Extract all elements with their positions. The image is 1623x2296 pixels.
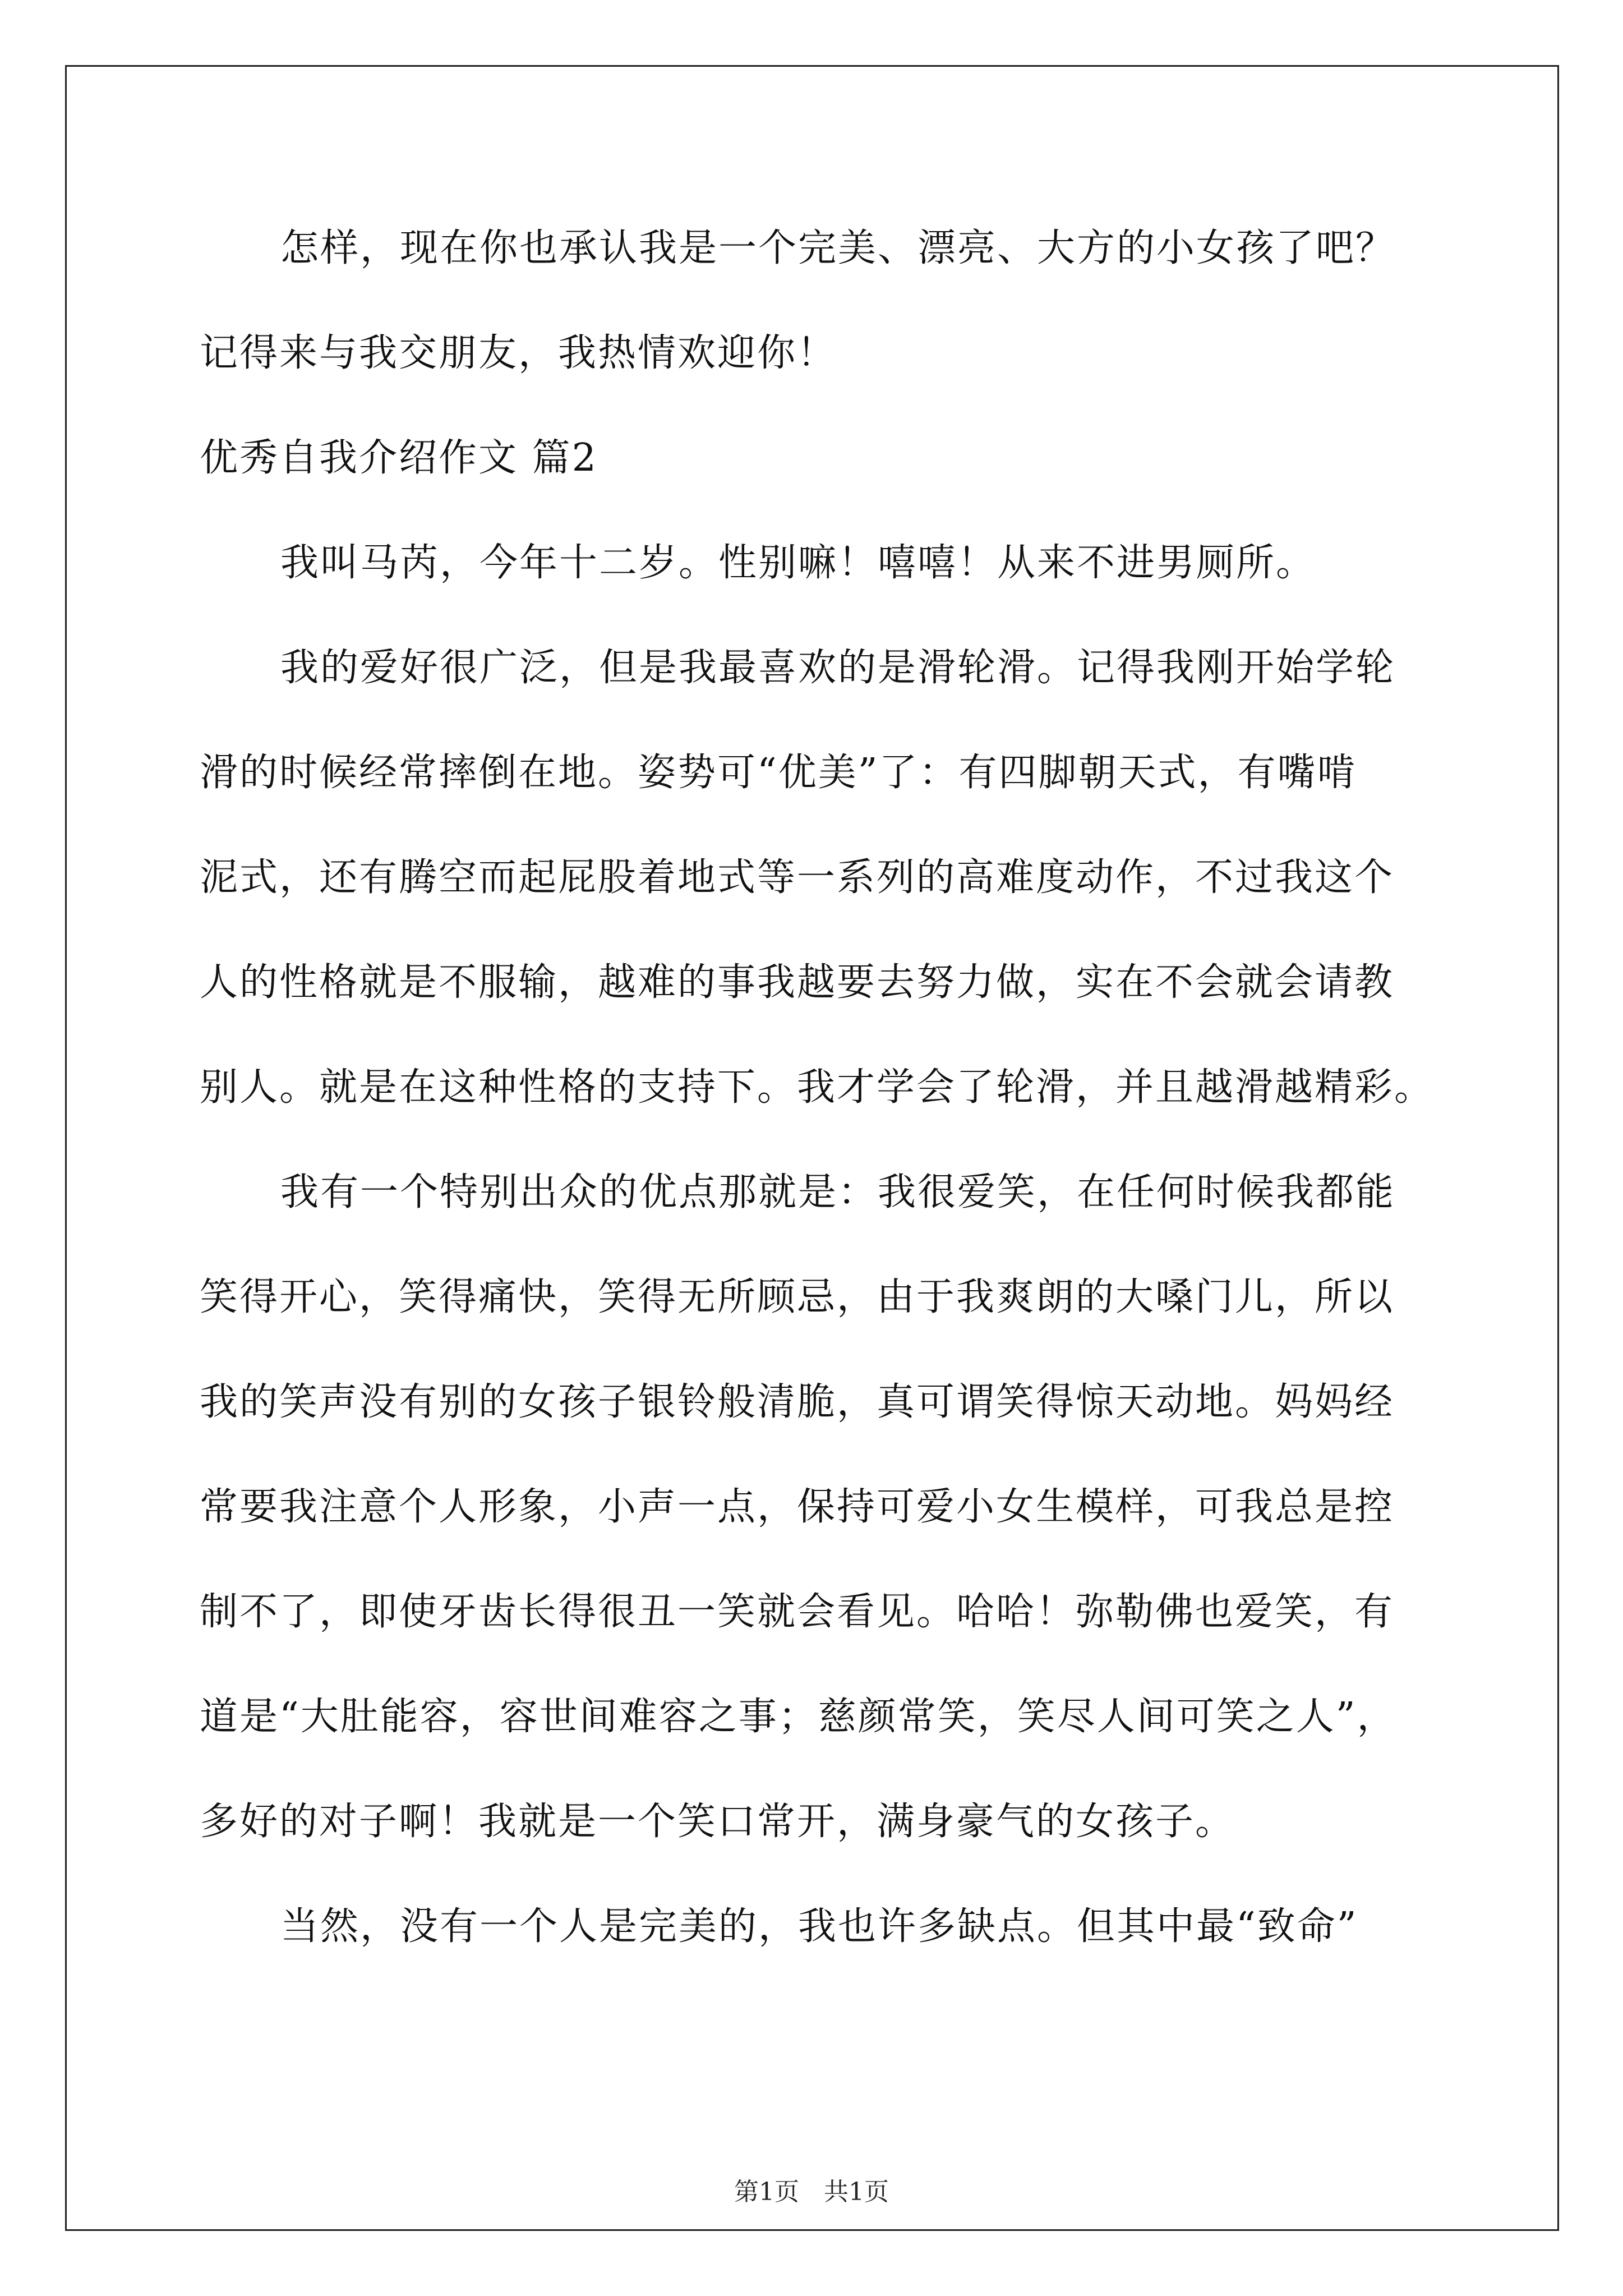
paragraph-line: 多好的对子啊！我就是一个笑口常开，满身豪气的女孩子。 xyxy=(200,1800,1235,1844)
section-heading: 优秀自我介绍作文 篇2 xyxy=(200,436,598,480)
paragraph-line: 怎样，现在你也承认我是一个完美、漂亮、大方的小女孩了吧？ xyxy=(280,226,1396,270)
page-number-footer: 第1页 共1页 xyxy=(734,2178,889,2206)
paragraph-line: 记得来与我交朋友，我热情欢迎你！ xyxy=(200,331,837,375)
paragraph-line: 我有一个特别出众的优点那就是：我很爱笑，在任何时候我都能 xyxy=(280,1170,1396,1214)
paragraph-line: 我的爱好很广泛，但是我最喜欢的是滑轮滑。记得我刚开始学轮 xyxy=(280,646,1396,690)
paragraph-line: 当然，没有一个人是完美的，我也许多缺点。但其中最“致命” xyxy=(280,1904,1358,1949)
paragraph-line: 道是“大肚能容，容世间难容之事；慈颜常笑，笑尽人间可笑之人”， xyxy=(200,1695,1397,1739)
paragraph-line: 笑得开心，笑得痛快，笑得无所顾忌，由于我爽朗的大嗓门儿，所以 xyxy=(200,1275,1395,1319)
paragraph-line: 别人。就是在这种性格的支持下。我才学会了轮滑，并且越滑越精彩。 xyxy=(200,1065,1435,1110)
paragraph-line: 我叫马芮，今年十二岁。性别嘛！嘻嘻！从来不进男厕所。 xyxy=(280,541,1316,585)
paragraph-line: 制不了，即使牙齿长得很丑一笑就会看见。哈哈！弥勒佛也爱笑，有 xyxy=(200,1590,1395,1634)
paragraph-line: 我的笑声没有别的女孩子银铃般清脆，真可谓笑得惊天动地。妈妈经 xyxy=(200,1380,1395,1424)
paragraph-line: 人的性格就是不服输，越难的事我越要去努力做，实在不会就会请教 xyxy=(200,960,1395,1005)
paragraph-line: 泥式，还有腾空而起屁股着地式等一系列的高难度动作，不过我这个 xyxy=(200,855,1395,900)
paragraph-line: 常要我注意个人形象，小声一点，保持可爱小女生模样，可我总是控 xyxy=(200,1485,1395,1529)
paragraph-line: 滑的时候经常摔倒在地。姿势可“优美”了：有四脚朝天式，有嘴啃 xyxy=(200,751,1357,795)
